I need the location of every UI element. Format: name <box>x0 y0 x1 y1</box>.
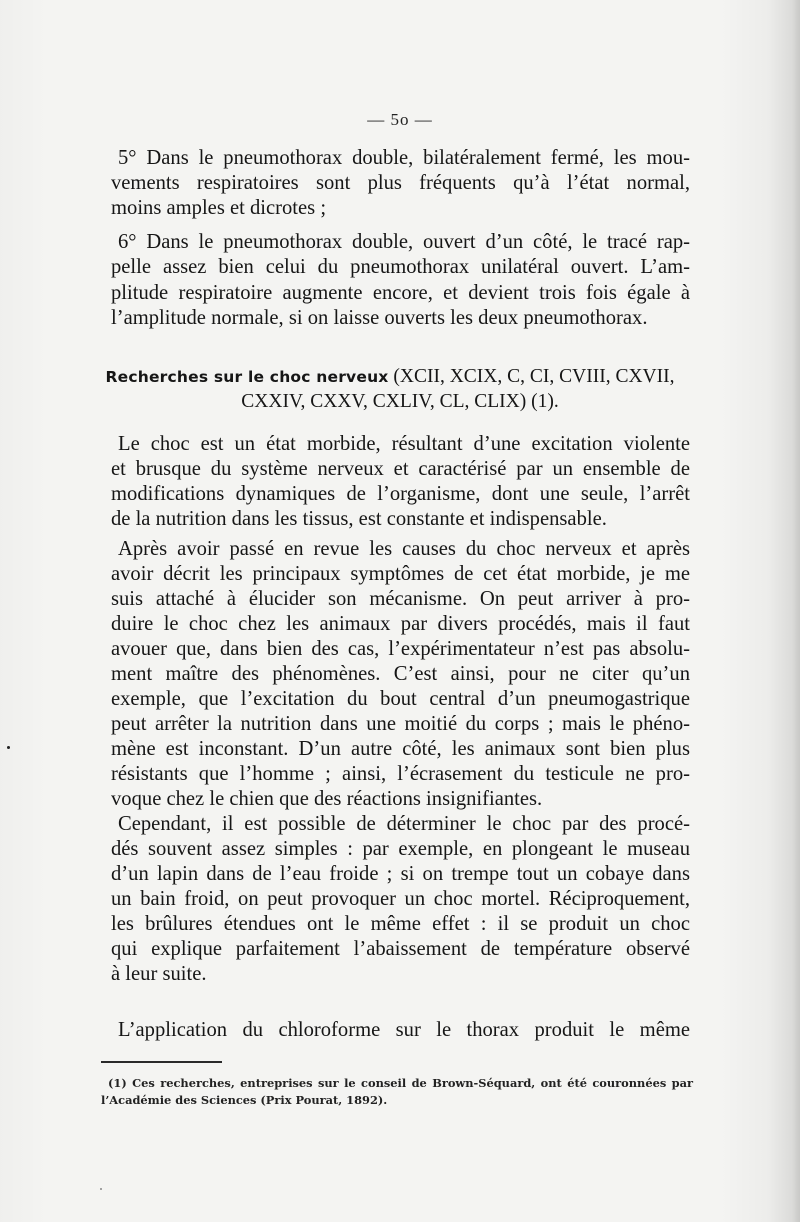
text-line: résistants que l’homme ; ainsi, l’écrasement du testicule ne pro- <box>111 763 690 785</box>
text-line: dés souvent assez simples : par exemple, en plongeant le museau <box>111 838 690 860</box>
text-line: un bain froid, on peut provoquer un choc mortel. Réciproquement, <box>111 888 690 910</box>
text-line: moins amples et dicrotes ; <box>111 197 327 219</box>
text-line: 5° Dans le pneumothorax double, bilatéralement fermé, les mou- <box>118 147 690 169</box>
text-line: duire le choc chez les animaux par divers procédés, mais il faut <box>111 613 690 635</box>
text-line: avoir décrit les principaux symptômes de cet état morbide, je me <box>111 563 690 585</box>
text-line: L’application du chloroforme sur le thorax produit le même <box>118 1019 690 1041</box>
scan-speck <box>100 1188 102 1190</box>
text-line: suis attaché à élucider son mécanisme. On peut arriver à pro- <box>111 588 690 610</box>
section-heading <box>0 365 790 389</box>
text-line: l’amplitude normale, si on laisse ouverts les deux pneumothorax. <box>111 307 648 329</box>
page-number: — 5o — <box>367 110 433 129</box>
text-line: ment maître des phénomènes. C’est ainsi, pour ne citer qu’un <box>111 663 690 685</box>
section-heading-title: Recherches sur le choc nerveux <box>105 368 389 386</box>
text-line: exemple, que l’excitation du bout central d’un pneumogastrique <box>111 688 690 710</box>
text-line: peut arrêter la nutrition dans une moitié du corps ; mais le phéno- <box>111 713 690 735</box>
scan-speck <box>7 746 10 749</box>
footnote-line: l’Académie des Sciences (Prix Pourat, 1892). <box>101 1093 388 1107</box>
text-line: modifications dynamiques de l’organisme, dont une seule, l’arrêt <box>111 483 690 505</box>
text-line: vements respiratoires sont plus fréquents qu’à l’état normal, <box>111 172 690 194</box>
footnote-line: (1) Ces recherches, entreprises sur le conseil de Brown-Séquard, ont été couronnées par <box>108 1076 693 1090</box>
text-line: 6° Dans le pneumothorax double, ouvert d’un côté, le tracé rap- <box>118 231 690 253</box>
text-line: pelle assez bien celui du pneumothorax unilatéral ouvert. L’am- <box>111 256 690 278</box>
text-line: avouer que, dans bien des cas, l’expérimentateur n’est pas absolu- <box>111 638 690 660</box>
text-line: les brûlures étendues ont le même effet : il se produit un choc <box>111 913 690 935</box>
text-line: plitude respiratoire augmente encore, et devient trois fois égale à <box>111 282 690 304</box>
text-line: d’un lapin dans de l’eau froide ; si on trempe tout un cobaye dans <box>111 863 690 885</box>
text-line: et brusque du système nerveux et caractérisé par un ensemble de <box>111 458 690 480</box>
text-line: de la nutrition dans les tissus, est constante et indispensable. <box>111 508 607 530</box>
text-line: Cependant, il est possible de déterminer le choc par des procé- <box>118 813 690 835</box>
text-line: voque chez le chien que des réactions insignifiantes. <box>111 788 543 810</box>
section-heading-refs: (XCII, XCIX, C, CI, CVIII, CXVII, <box>388 366 675 387</box>
text-line: Après avoir passé en revue les causes du choc nerveux et après <box>118 538 690 560</box>
footnote-rule <box>101 1061 222 1063</box>
section-heading-refs-continued: CXXIV, CXXV, CXLIV, CL, CLIX) (1). <box>241 391 559 412</box>
text-line: Le choc est un état morbide, résultant d’une excitation violente <box>118 433 690 455</box>
text-line: qui explique parfaitement l’abaissement de température observé <box>111 938 690 960</box>
text-line: à leur suite. <box>111 963 207 985</box>
text-line: mène est inconstant. D’un autre côté, les animaux sont bien plus <box>111 738 690 760</box>
